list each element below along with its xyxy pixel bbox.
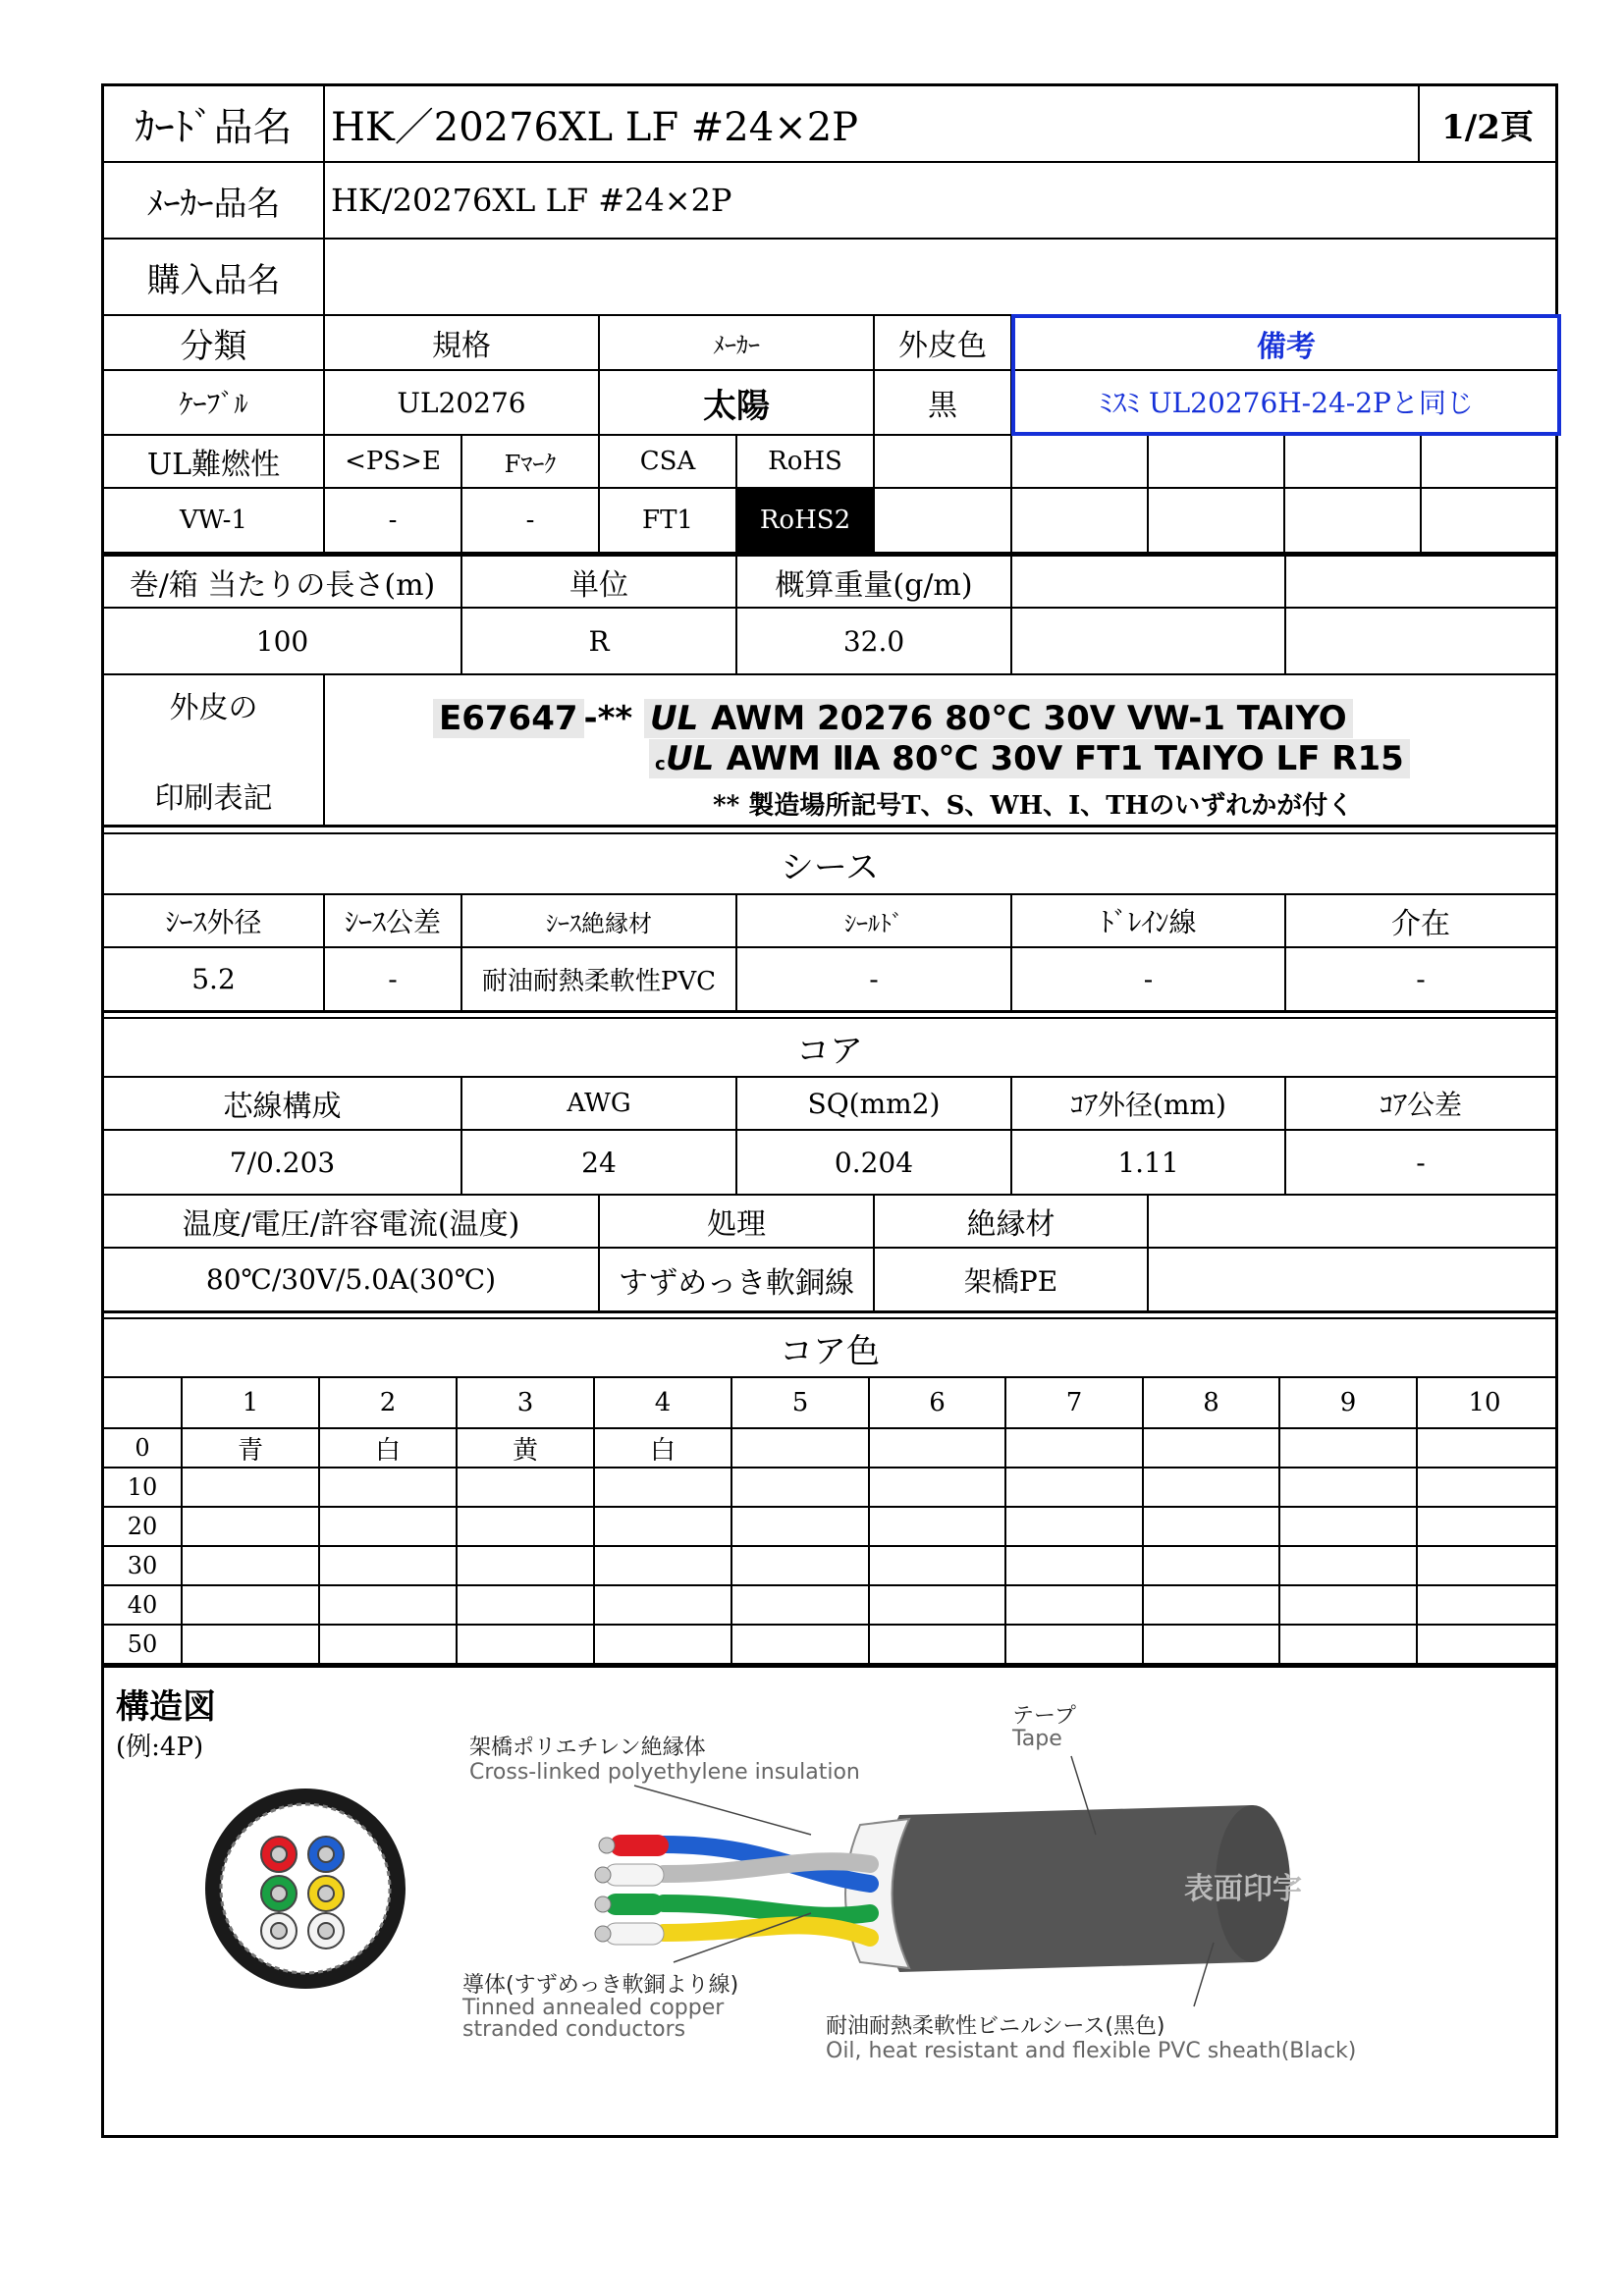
color-row	[104, 1547, 1555, 1586]
printing-line2	[649, 739, 1410, 778]
length-header-per-reel: 巻/箱 当たりの長さ(m)	[104, 557, 462, 607]
length-value-per-reel: 100	[104, 609, 462, 673]
printing-label	[104, 675, 325, 825]
std-header-csa: CSA	[600, 436, 737, 487]
sheath-value-row	[104, 948, 1555, 1013]
sheath-header-drain: ﾄﾞﾚｲﾝ線	[1012, 895, 1286, 946]
core-value-sq: 0.204	[737, 1131, 1012, 1194]
color-cell	[1418, 1547, 1551, 1584]
color-cell	[458, 1468, 595, 1506]
color-column-header: 10	[1468, 1388, 1501, 1417]
std-empty-2	[1012, 436, 1149, 487]
color-cell	[1006, 1626, 1144, 1663]
color-column-header: 3	[458, 1378, 595, 1427]
color-cell	[183, 1468, 320, 1506]
color-cell	[458, 1508, 595, 1545]
color-row	[104, 1508, 1555, 1547]
color-cell	[320, 1547, 458, 1584]
structure-example: (例:4P)	[116, 1733, 204, 1762]
sheath-header-od: ｼｰｽ外径	[104, 895, 325, 946]
core-value-od: 1.11	[1012, 1131, 1286, 1194]
color-cell	[732, 1508, 870, 1545]
color-cell	[595, 1626, 732, 1663]
length-empty-1	[1012, 557, 1286, 607]
core-value-treatment: すずめっき軟銅線	[600, 1249, 875, 1310]
printing-row	[104, 675, 1555, 828]
printing-line2-text: AWM ⅡA 80℃ 30V FT1 TAIYO LF R15	[726, 739, 1404, 778]
color-cell	[732, 1429, 870, 1467]
color-column-header: 2	[320, 1378, 458, 1427]
sheath-header-filler: 介在	[1391, 907, 1450, 941]
conductor-label-en-1: Tinned annealed copper	[462, 1996, 725, 2020]
sheath-header-material: ｼｰｽ絶縁材	[462, 895, 737, 946]
core-value2-row	[104, 1249, 1555, 1313]
color-row-label: 50	[104, 1626, 183, 1663]
color-cell	[1006, 1508, 1144, 1545]
core-header-od: ｺｱ外径(mm)	[1012, 1078, 1286, 1129]
core-header-awg: AWG	[462, 1078, 737, 1129]
note-label: 備考	[1015, 318, 1557, 371]
color-cell	[1144, 1429, 1280, 1467]
std-value-fmark: -	[462, 489, 600, 552]
color-row-label: 40	[104, 1586, 183, 1624]
purchase-name-row	[104, 240, 1555, 316]
color-cell	[870, 1547, 1006, 1584]
core-header-sq: SQ(mm2)	[737, 1078, 1012, 1129]
color-cell	[1006, 1547, 1144, 1584]
color-cell	[320, 1626, 458, 1663]
printing-code: E67647	[433, 699, 584, 738]
color-cell	[1144, 1626, 1280, 1663]
maker-name-value: HK/20276XL LF #24×2P	[331, 182, 732, 219]
std-value-rohs: RoHS2	[737, 489, 875, 552]
color-cell	[1280, 1468, 1418, 1506]
maker-name-row	[104, 163, 1555, 240]
color-cell	[320, 1468, 458, 1506]
std-empty-1	[875, 436, 1012, 487]
std-header-rohs: RoHS	[737, 436, 875, 487]
color-header-row	[104, 1378, 1555, 1429]
class-header-maker: ﾒｰｶｰ	[600, 316, 875, 369]
class-value-maker: 太陽	[600, 371, 875, 434]
printing-line2-wrap	[649, 739, 1410, 778]
core-value-row	[104, 1131, 1555, 1196]
color-column-header: 8	[1144, 1378, 1280, 1427]
sheath-header-row	[104, 895, 1555, 948]
core-header-tolerance: ｺｱ公差	[1379, 1089, 1462, 1121]
color-cell	[1280, 1626, 1418, 1663]
color-cell: 白	[320, 1429, 458, 1467]
core-header-row	[104, 1078, 1555, 1131]
card-name-value: HK／20276XL LF #24×2P	[325, 86, 1420, 161]
std-empty-4	[1285, 436, 1422, 487]
core-title-row	[104, 1017, 1555, 1078]
cul-logo-icon	[666, 740, 727, 774]
conductor-label-en-2: stranded conductors	[462, 2017, 686, 2042]
conductor-label-jp: 導体(すずめっき軟銅より線)	[462, 1973, 739, 1998]
standards-header-row	[104, 436, 1555, 489]
structure-title: 構造図	[116, 1687, 216, 1727]
length-empty-2	[1286, 557, 1555, 607]
color-cell	[1006, 1429, 1144, 1467]
printing-line1-wrap	[433, 699, 1353, 738]
color-cell	[595, 1468, 732, 1506]
color-cell	[1280, 1429, 1418, 1467]
purchase-name-value	[325, 240, 1555, 314]
color-cell	[595, 1547, 732, 1584]
leader-lines	[104, 1668, 1555, 2141]
printing-label-top: 外皮の	[169, 691, 258, 725]
std-header-fmark: Fﾏｰｸ	[462, 436, 600, 487]
printing-note: ** 製造場所記号T、S、WH、I、THのいずれかが付く	[713, 791, 1354, 821]
tape-label-jp: テープ	[1012, 1704, 1076, 1729]
color-row-label: 20	[104, 1508, 183, 1545]
sheath-value-od: 5.2	[104, 948, 325, 1010]
color-cell	[1418, 1508, 1551, 1545]
note-box	[1011, 314, 1561, 436]
color-row	[104, 1586, 1555, 1626]
color-column-header: 4	[595, 1378, 732, 1427]
sheath-value-drain: -	[1012, 948, 1286, 1010]
printing-code-suffix: -**	[583, 699, 633, 738]
printing-content	[325, 675, 1555, 825]
color-cell	[183, 1547, 320, 1584]
sheath-title: シース	[780, 847, 880, 887]
color-row	[104, 1429, 1555, 1468]
core-value2-empty	[1149, 1249, 1555, 1310]
core-header-strand: 芯線構成	[104, 1078, 462, 1129]
sheath-value-tolerance: -	[325, 948, 462, 1010]
color-cell	[1144, 1547, 1280, 1584]
sheath-label-jp: 耐油耐熱柔軟性ビニルシース(黒色)	[826, 2014, 1165, 2039]
color-cell	[458, 1547, 595, 1584]
core-value-insulation: 架橋PE	[875, 1249, 1149, 1310]
surface-print-label: 表面印字	[1184, 1872, 1302, 1906]
color-cell	[1006, 1468, 1144, 1506]
svg-text:UL: UL	[650, 700, 699, 733]
color-cell	[1418, 1429, 1551, 1467]
purchase-name-label: 購入品名	[104, 240, 325, 314]
std-val-empty-4	[1285, 489, 1422, 552]
color-cell	[870, 1468, 1006, 1506]
std-header-pse: <PS>E	[325, 436, 462, 487]
printing-line1	[644, 699, 1353, 738]
ul-logo-icon	[650, 700, 711, 733]
length-value-unit: R	[462, 609, 737, 673]
color-column-header: 1	[183, 1378, 320, 1427]
color-column-header: 5	[732, 1378, 870, 1427]
color-cell	[870, 1508, 1006, 1545]
core-header-treatment: 処理	[600, 1196, 875, 1247]
card-name-row	[104, 86, 1555, 163]
core-header-rating: 温度/電圧/許容電流(温度)	[104, 1196, 600, 1247]
structure-section	[104, 1665, 1555, 2141]
insulation-label-jp: 架橋ポリエチレン絶縁体	[469, 1735, 706, 1760]
std-empty-3	[1149, 436, 1285, 487]
spec-sheet	[101, 83, 1558, 2138]
color-cell	[595, 1586, 732, 1624]
std-val-empty-2	[1012, 489, 1149, 552]
std-empty-5	[1422, 436, 1555, 487]
color-cell	[1418, 1586, 1551, 1624]
sheath-value-filler: -	[1416, 963, 1426, 995]
insulation-label-en: Cross-linked polyethylene insulation	[469, 1760, 860, 1785]
class-header-jacket-color: 外皮色	[875, 316, 1012, 369]
length-header-unit: 単位	[462, 557, 737, 607]
class-value-standard: UL20276	[325, 371, 600, 434]
color-cell	[732, 1626, 870, 1663]
core-header2-empty	[1149, 1196, 1555, 1247]
color-cell: 青	[183, 1429, 320, 1467]
color-cell	[732, 1586, 870, 1624]
core-title: コア	[796, 1031, 863, 1071]
color-column-header: 7	[1006, 1378, 1144, 1427]
sheath-value-material: 耐油耐熱柔軟性PVC	[462, 948, 737, 1010]
std-value-ul: VW-1	[104, 489, 325, 552]
length-header-row	[104, 554, 1555, 609]
std-value-csa: FT1	[600, 489, 737, 552]
std-header-ul: UL難燃性	[104, 436, 325, 487]
note-value: ﾐｽﾐ UL20276H-24-2Pと同じ	[1099, 387, 1474, 419]
color-cell	[732, 1547, 870, 1584]
class-header-category: 分類	[104, 316, 325, 369]
color-cell	[1280, 1508, 1418, 1545]
color-row-label: 10	[104, 1468, 183, 1506]
color-cell	[320, 1508, 458, 1545]
color-cell	[183, 1626, 320, 1663]
page-number: 1/2頁	[1441, 107, 1534, 147]
color-row-label: 30	[104, 1547, 183, 1584]
color-cell	[458, 1626, 595, 1663]
tape-label-en: Tape	[1012, 1727, 1062, 1751]
class-header-standard: 規格	[325, 316, 600, 369]
color-cell	[1418, 1626, 1551, 1663]
color-cell	[595, 1508, 732, 1545]
class-value-jacket-color: 黒	[875, 371, 1012, 434]
color-cell	[458, 1586, 595, 1624]
core-value-tolerance: -	[1416, 1146, 1426, 1179]
color-row	[104, 1626, 1555, 1665]
color-cell	[1418, 1468, 1551, 1506]
core-value-rating: 80℃/30V/5.0A(30℃)	[104, 1249, 600, 1310]
sheath-header-shield: ｼｰﾙﾄﾞ	[737, 895, 1012, 946]
cul-prefix: c	[655, 754, 666, 774]
color-cell	[183, 1508, 320, 1545]
color-row-label: 0	[104, 1429, 183, 1467]
color-cell	[870, 1586, 1006, 1624]
color-cell: 白	[595, 1429, 732, 1467]
color-cell: 黄	[458, 1429, 595, 1467]
maker-name-label: ﾒｰｶｰ品名	[104, 163, 325, 238]
color-cell	[1144, 1586, 1280, 1624]
color-cell	[870, 1429, 1006, 1467]
length-val-empty-2	[1286, 609, 1555, 673]
sheath-value-shield: -	[737, 948, 1012, 1010]
core-color-title-row	[104, 1317, 1555, 1378]
color-cell	[1144, 1468, 1280, 1506]
std-val-empty-3	[1149, 489, 1285, 552]
core-header2-row	[104, 1196, 1555, 1249]
standards-value-row	[104, 489, 1555, 554]
core-color-title: コア色	[780, 1331, 880, 1371]
core-header-insulation: 絶縁材	[875, 1196, 1149, 1247]
length-val-empty-1	[1012, 609, 1286, 673]
printing-label-bottom: 印刷表記	[154, 781, 273, 816]
card-name-label: ｶｰﾄﾞ品名	[104, 86, 325, 161]
color-cell	[1144, 1508, 1280, 1545]
color-cell	[1006, 1586, 1144, 1624]
color-cell	[183, 1586, 320, 1624]
length-value-row	[104, 609, 1555, 675]
core-value-strand: 7/0.203	[104, 1131, 462, 1194]
color-cell	[1280, 1586, 1418, 1624]
std-value-pse: -	[325, 489, 462, 552]
length-header-weight: 概算重量(g/m)	[737, 557, 1012, 607]
color-column-header: 6	[870, 1378, 1006, 1427]
std-val-empty-5	[1422, 489, 1555, 552]
color-cell	[870, 1626, 1006, 1663]
class-value-category: ｹｰﾌﾞﾙ	[104, 371, 325, 434]
color-cell	[320, 1586, 458, 1624]
color-cell	[732, 1468, 870, 1506]
printing-line1-text: AWM 20276 80℃ 30V VW-1 TAIYO	[711, 699, 1347, 738]
std-val-empty-1	[875, 489, 1012, 552]
length-value-weight: 32.0	[737, 609, 1012, 673]
core-value-awg: 24	[462, 1131, 737, 1194]
svg-text:UL: UL	[665, 740, 714, 774]
color-column-header: 9	[1280, 1378, 1418, 1427]
sheath-title-row	[104, 832, 1555, 895]
sheath-header-tolerance: ｼｰｽ公差	[325, 895, 462, 946]
color-corner	[104, 1378, 183, 1427]
color-row	[104, 1468, 1555, 1508]
sheath-label-en: Oil, heat resistant and flexible PVC sheath(Black)	[826, 2039, 1357, 2063]
color-cell	[1280, 1547, 1418, 1584]
